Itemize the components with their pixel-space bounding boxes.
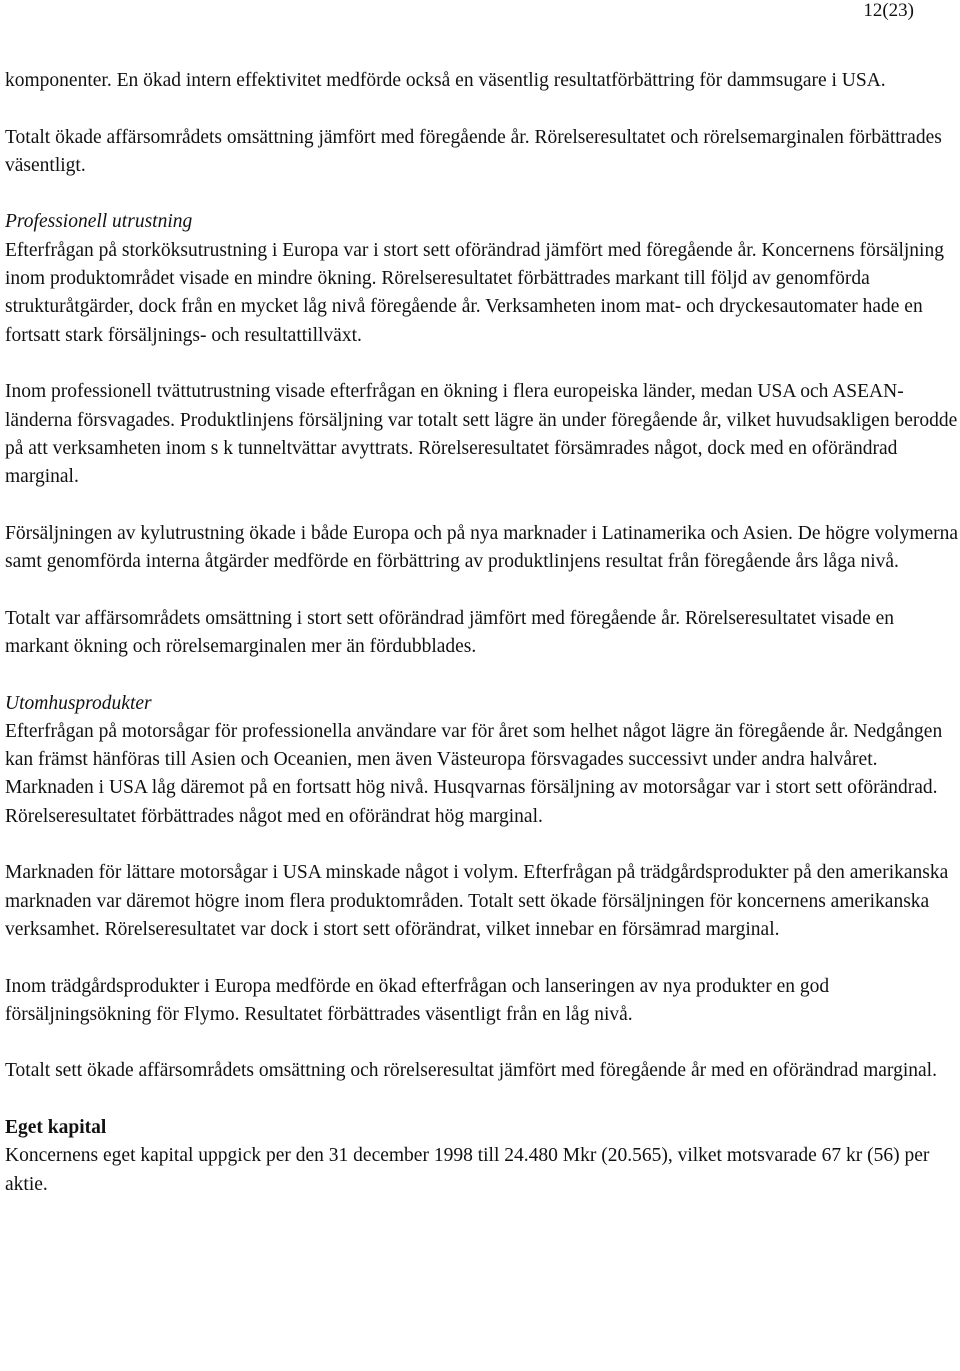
paragraph-affarsomrade-summary-3: Totalt sett ökade affärsområdets omsättning och rörelseresultat jämfört med föregående år med en oförändrad marginal. xyxy=(5,1060,937,1082)
heading-utomhusprodukter: Utomhusprodukter xyxy=(5,692,152,714)
paragraph-affarsomrade-summary-1: Totalt ökade affärsområdets omsättning jämfört med föregående år. Rörelseresultatet och rörelsemarginalen förbättrades väsentligt. xyxy=(5,126,942,176)
page-number: 12(23) xyxy=(863,0,914,21)
paragraph-flymo: Inom trädgårdsprodukter i Europa medförde en ökad efterfrågan och lanseringen av nya produkter en god försäljningsökning för Flymo. Resultatet förbättrades väsentligt från en låg nivå. xyxy=(5,975,830,1025)
heading-professionell-utrustning: Professionell utrustning xyxy=(5,211,193,233)
paragraph-affarsomrade-summary-2: Totalt var affärsområdets omsättning i stort sett oförändrad jämfört med föregående år. Rörelseresultatet visade en markant ökning och rörelsemarginalen mer än fördubblades. xyxy=(5,607,895,657)
paragraph-usa-marknad: Marknaden för lättare motorsågar i USA minskade något i volym. Efterfrågan på trädgårdsprodukter på den amerikanska marknaden var däremot högre inom flera produktområden. Totalt sett ökade försäljningen för koncernens amerikanska verksamhet. Rörelseresultatet var dock i stort sett oförändrat, vilket innebar en försämrad marginal. xyxy=(5,862,949,940)
section-professionell xyxy=(5,208,960,349)
paragraph-kylutrustning: Försäljningen av kylutrustning ökade i både Europa och på nya marknader i Latinamerika och Asien. De högre volymerna samt genomförda interna åtgärder medförde en förbättring av produktlinjens resultat från föregående års låga nivå. xyxy=(5,522,959,573)
document-body xyxy=(5,67,960,1227)
paragraph-eget-kapital: Koncernens eget kapital uppgick per den 31 december 1998 till 24.480 Mkr (20.565), vilket motsvarade 67 kr (56) per aktie. xyxy=(5,1145,930,1195)
paragraph-storkok: Efterfrågan på storköksutrustning i Europa var i stort sett oförändrad jämfört med föregående år. Koncernens försäljning inom produktområdet visade en mindre ökning. Rörelseresultatet förbättrades markant till följd av genomförda strukturåtgärder, dock från en mycket låg nivå föregående år. Verksamheten inom mat- och dryckesautomater hade en fortsatt stark försäljnings- och resultattillväxt. xyxy=(5,239,944,346)
paragraph-tvattutrustning: Inom professionell tvättutrustning visade efterfrågan en ökning i flera europeiska länder, medan USA och ASEAN-länderna försvagades. Produktlinjens försäljning var totalt sett lägre än under föregående år, vilket huvudsakligen berodde på att verksamheten inom s k tunneltvättar avyttrats. Rörelseresultatet försämrades något, dock med en oförändrad marginal. xyxy=(5,381,958,488)
section-utomhus xyxy=(5,690,960,831)
paragraph-motorsagar: Efterfrågan på motorsågar för professionella användare var för året som helhet något lägre än föregående år. Nedgången kan främst hänföras till Asien och Oceanien, men även Västeuropa försvagades successivt under andra halvåret. Marknaden i USA låg däremot på en fortsatt hög nivå. Husqvarnas försäljning av motorsågar var i stort sett oförändrad. Rörelseresultatet förbättrades något med en oförändrat hög marginal. xyxy=(5,720,943,827)
paragraph-dammsugare: komponenter. En ökad intern effektivitet medförde också en väsentlig resultatförbättring för dammsugare i USA. xyxy=(5,70,886,91)
heading-eget-kapital: Eget kapital xyxy=(5,1116,107,1138)
section-eget-kapital xyxy=(5,1114,960,1199)
